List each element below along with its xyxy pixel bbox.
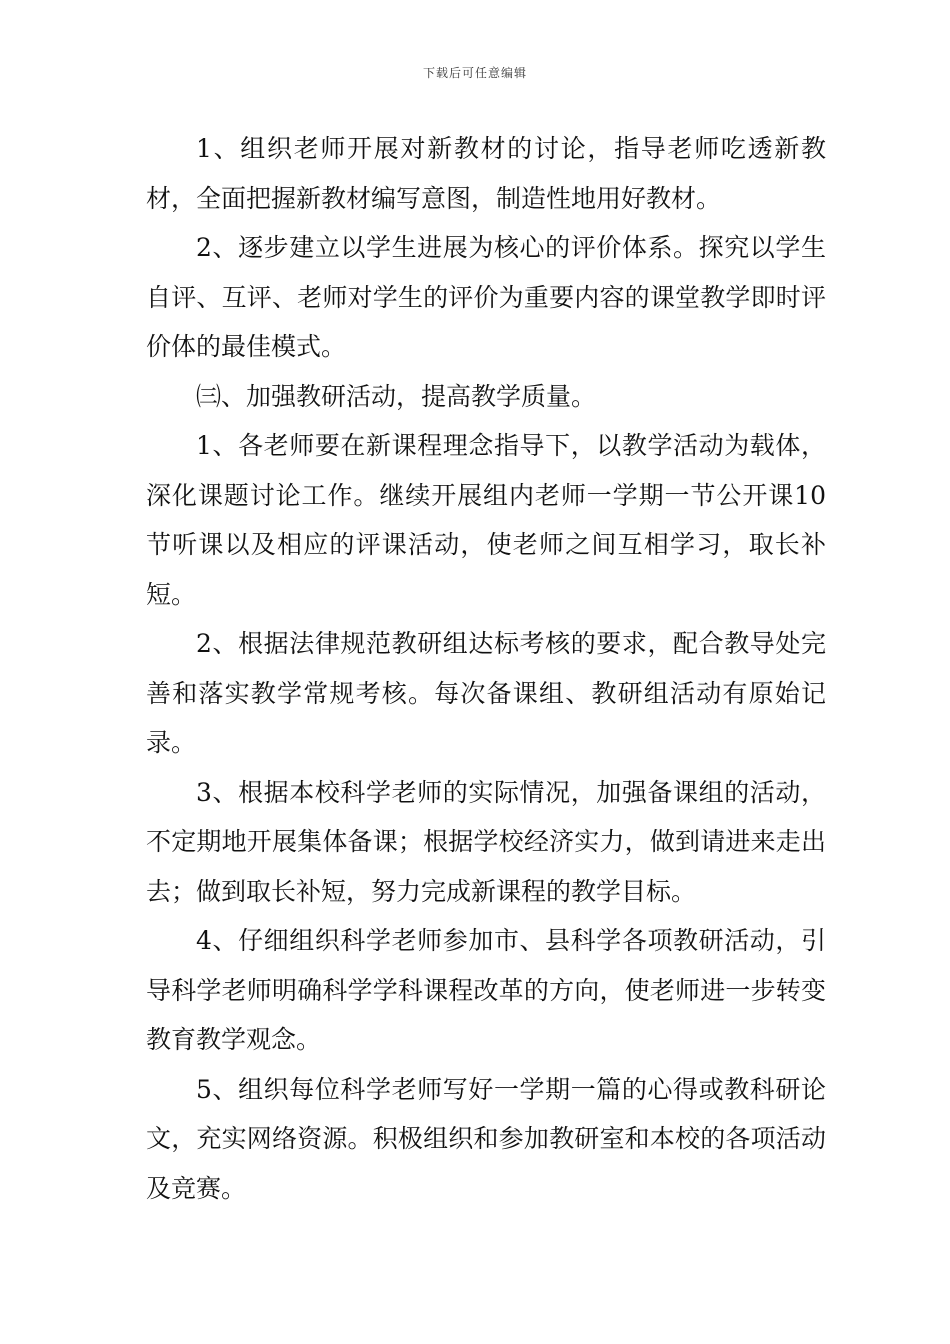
paragraph-1: 1、组织老师开展对新教材的讨论，指导老师吃透新教材，全面把握新教材编写意图，制造性地用好教材。 bbox=[146, 134, 826, 213]
paragraph-3: 1、各老师要在新课程理念指导下，以教学活动为载体，深化课题讨论工作。继续开展组内老师一学期一节公开课10节听课以及相应的评课活动，使老师之间互相学习，取长补短。 bbox=[146, 431, 826, 609]
paragraph-2: 2、逐步建立以学生进展为核心的评价体系。探究以学生自评、互评、老师对学生的评价为重要内容的课堂教学即时评价体的最佳模式。 bbox=[146, 233, 826, 361]
paragraph-7: 5、组织每位科学老师写好一学期一篇的心得或教科研论文，充实网络资源。积极组织和参加教研室和本校的各项活动及竞赛。 bbox=[146, 1074, 826, 1203]
paragraph-5: 3、根据本校科学老师的实际情况，加强备课组的活动，不定期地开展集体备课；根据学校经济实力，做到请进来走出去；做到取长补短，努力完成新课程的教学目标。 bbox=[146, 777, 826, 906]
document-body bbox=[146, 124, 826, 1213]
paragraph-4: 2、根据法律规范教研组达标考核的要求，配合教导处完善和落实教学常规考核。每次备课组、教研组活动有原始记录。 bbox=[146, 629, 826, 757]
section-heading: ㈢、加强教研活动，提高教学质量。 bbox=[196, 381, 597, 411]
header-note: 下载后可任意编辑 bbox=[422, 66, 527, 80]
paragraph-6: 4、仔细组织科学老师参加市、县科学各项教研活动，引导科学老师明确科学学科课程改革的方向，使老师进一步转变教育教学观念。 bbox=[146, 926, 826, 1054]
